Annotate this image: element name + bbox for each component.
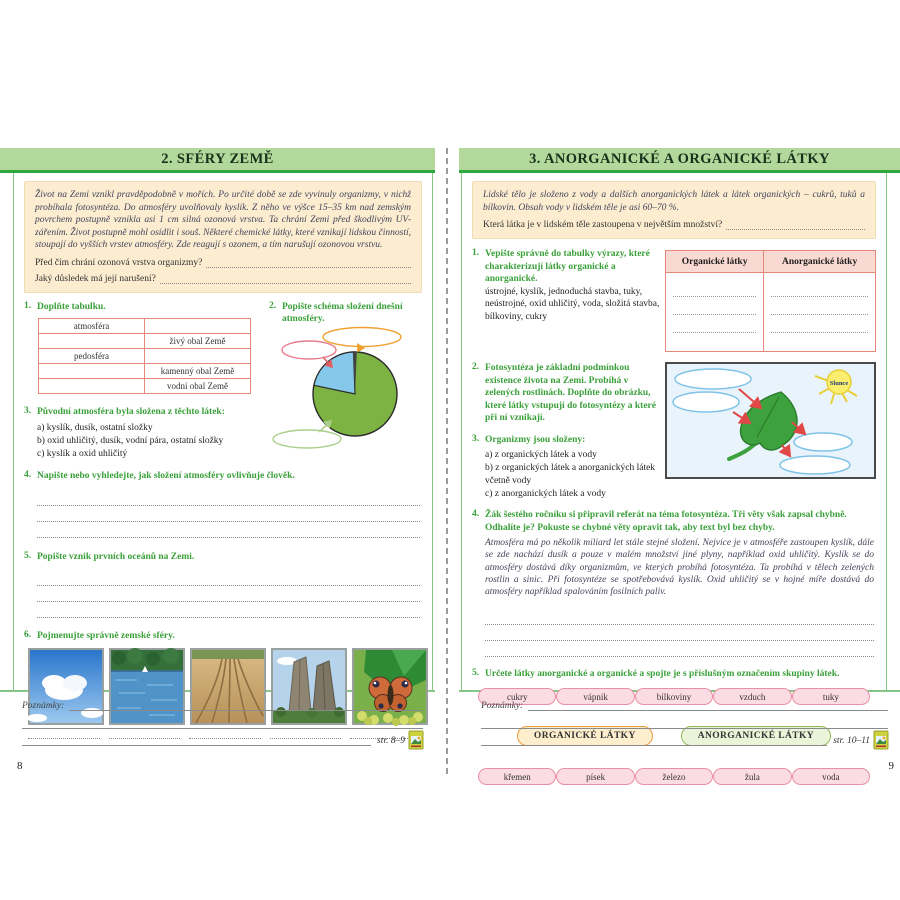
answer-line[interactable]	[726, 220, 865, 230]
option-a[interactable]: a) kyslík, dusík, ostatní složky	[37, 422, 153, 433]
table-cell: atmosféra	[39, 319, 145, 334]
right-footer-notes	[459, 692, 900, 746]
option-b[interactable]: b) z organických látek a anorganických látek včetně vody	[485, 463, 656, 487]
right-intro-box	[472, 181, 876, 239]
notes-line[interactable]	[481, 735, 827, 746]
table-header-inorganic: Anorganické látky	[764, 251, 876, 273]
question-number: 3.	[24, 406, 32, 417]
pill-zula[interactable]: žula	[713, 768, 791, 785]
page-reference: str. 10–11	[833, 736, 870, 746]
input-ellipse-1[interactable]	[675, 369, 751, 389]
notes-label: Poznámky:	[481, 701, 524, 711]
table-cell-blank[interactable]	[39, 334, 145, 349]
question-number: 4.	[24, 469, 32, 480]
input-ellipse-2[interactable]	[673, 392, 739, 412]
substance-pills-bottom	[478, 768, 870, 785]
category-inorganic[interactable]: ANORGANICKÉ LÁTKY	[681, 726, 831, 746]
callout-ellipse-bottom[interactable]	[273, 430, 341, 448]
question-number: 4.	[472, 509, 480, 520]
callout-ellipse-left[interactable]	[282, 341, 336, 359]
notes-line[interactable]	[69, 700, 423, 711]
table-cell: kamenný obal Země	[145, 364, 251, 379]
question-5	[24, 551, 422, 564]
question-number: 2.	[472, 362, 480, 373]
question-3	[24, 406, 261, 419]
left-page	[0, 148, 435, 746]
table-cell: pedosféra	[39, 349, 145, 364]
question-number: 6.	[24, 629, 32, 640]
question-number: 5.	[472, 667, 480, 678]
left-intro-paragraph: Život na Zemi vznikl pravděpodobně v mořích. Po určité době se zde vyvinuly organizmy, v nichž probíhala fotosyntéza. Do atmosféry uvolňovaly kyslík. Z něho ve výšce 15–35 km nad zemským povrchem postupně vznikla asi 1 cm silná ozonová vrstva. Ta chrání Zemi před škodlivým UV-zářením. Život postupně mohl osídlit i souš. Některé chemické látky, které vznikají lidskou činností, stoupají do vyšších vrstev atmosféry. Zde reagují s ozonem, a tím narušují ozonovou vrstvu.	[35, 190, 411, 251]
table-cell-blank[interactable]	[39, 379, 145, 394]
left-intro-question-a	[35, 258, 411, 268]
question-a-label: Před čím chrání ozonová vrstva organizmy?	[35, 257, 203, 268]
answer-line[interactable]	[37, 602, 420, 618]
pill-pisek[interactable]: písek	[556, 768, 634, 785]
question-2	[269, 301, 439, 326]
table-cell-blank[interactable]	[39, 364, 145, 379]
output-ellipse-1[interactable]	[794, 433, 852, 451]
pill-bilkoviny[interactable]: bílkoviny	[635, 688, 713, 705]
question-4	[472, 509, 876, 534]
table-row	[39, 349, 251, 364]
question-5	[472, 668, 876, 681]
table-cell-blank[interactable]	[145, 319, 251, 334]
atmosphere-pie-chart	[269, 326, 439, 461]
question-prompt: Fotosyntéza je základní podmínkou existence života na Zemi. Probíhá v zelených rostlinách. Doplňte do obrázku, které látky vstupují do fotosyntézy a které při ní vznikají.	[485, 363, 656, 424]
left-header-band	[0, 148, 435, 173]
answer-line[interactable]	[485, 641, 874, 657]
left-content-box	[13, 173, 433, 690]
option-c[interactable]: c) kyslík a oxid uhličitý	[37, 448, 128, 459]
answer-line[interactable]	[160, 274, 411, 284]
option-b[interactable]: b) oxid uhličitý, dusík, vodní pára, ostatní složky	[37, 435, 224, 446]
question-1	[472, 248, 660, 323]
question-prompt: Pojmenujte správně zemské sféry.	[37, 630, 175, 641]
table-header-organic: Organické látky	[666, 251, 764, 273]
table-row	[39, 379, 251, 394]
question-2	[472, 362, 660, 425]
notes-label: Poznámky:	[22, 701, 65, 711]
notes-line[interactable]	[22, 735, 371, 746]
pill-cukry[interactable]: cukry	[478, 688, 556, 705]
table-row	[39, 364, 251, 379]
right-page-number: 9	[888, 760, 894, 772]
essay-passage: Atmosféra má po několik miliard let stále stejné složení. Nejvíce je v atmosféře zastoupen kyslík, dále se zde nachází dusík a pouze v malém množství jiné plyny, například oxid uhličitý. Kyslík se do atmosféry dostává díky organizmům, ve kterých probíhá fotosyntéza. Ta probíhá v tělech zelených rostlin a sinic. Při fotosyntéze se spotřebovává kyslík. Oxid uhličitý se v hojné míře dostává do atmosféry například spalováním fosilních paliv.	[485, 538, 874, 598]
word-bank: ústrojné, kyslík, jednoduchá stavba, tuky, neústrojné, oxid uhličitý, voda, složitá stavba, bílkoviny, cukry	[485, 286, 660, 322]
answer-line[interactable]	[37, 522, 420, 538]
pill-zelezo[interactable]: železo	[635, 768, 713, 785]
table-cell-inorganic[interactable]	[764, 273, 876, 352]
left-intro-box	[24, 181, 422, 293]
right-intro-question	[483, 220, 865, 230]
left-page-title: 2. SFÉRY ZEMĚ	[161, 150, 274, 167]
right-page-title: 3. ANORGANICKÉ A ORGANICKÉ LÁTKY	[529, 150, 830, 167]
question-number: 3.	[472, 433, 480, 444]
table-cell-organic[interactable]	[666, 273, 764, 352]
left-page-number: 8	[17, 760, 23, 772]
question-number: 1.	[472, 248, 480, 259]
question-prompt: Popište vznik prvních oceánů na Zemi.	[37, 552, 195, 563]
question-prompt: Napište nebo vyhledejte, jak složení atmosféry ovlivňuje člověk.	[37, 470, 295, 481]
answer-line[interactable]	[37, 586, 420, 602]
table-cell-blank[interactable]	[145, 349, 251, 364]
question-1	[24, 301, 261, 314]
left-intro-question-b	[35, 274, 411, 284]
page-spine-divider	[446, 148, 448, 774]
sun-label: Slunce	[829, 380, 849, 388]
table-cell: živý obal Země	[145, 334, 251, 349]
answer-line[interactable]	[485, 609, 874, 625]
pill-vapnik[interactable]: vápník	[556, 688, 634, 705]
answer-line[interactable]	[37, 490, 420, 506]
question-prompt: Původní atmosféra byla složena z těchto látek:	[37, 407, 225, 418]
pill-voda[interactable]: voda	[792, 768, 870, 785]
option-c[interactable]: c) z anorganických látek a vody	[485, 489, 606, 500]
left-footer-notes	[0, 692, 435, 746]
question-prompt: Určete látky anorganické a organické a spojte je s příslušným označením skupiny látek.	[485, 668, 840, 679]
notes-line[interactable]	[22, 711, 423, 729]
table-cell: vodní obal Země	[145, 379, 251, 394]
question-4	[24, 470, 422, 483]
workbook-logo-icon	[409, 731, 423, 749]
right-intro-paragraph: Lidské tělo je složeno z vody a dalších anorganických látek a látek organických – cukrů, tuků a bílkovin. Obsah vody v lidském těle je asi 60–70 %.	[483, 190, 865, 213]
table-row	[39, 334, 251, 349]
photosynthesis-figure	[665, 362, 876, 479]
pill-kremen[interactable]: křemen	[478, 768, 556, 785]
answer-line[interactable]	[485, 625, 874, 641]
question-prompt: Vepište správně do tabulky výrazy, které charakterizují látky organické a anorganické.	[485, 249, 650, 285]
answer-line[interactable]	[37, 570, 420, 586]
page-reference: str. 8–9	[377, 736, 405, 746]
question-b-label: Jaký důsledek má její narušení?	[35, 273, 156, 284]
organic-inorganic-table	[665, 250, 876, 352]
question-prompt: Organizmy jsou složeny:	[485, 434, 586, 445]
spheres-fill-table	[38, 318, 251, 394]
question-label: Která látka je v lidském těle zastoupena v největším množství?	[483, 220, 723, 231]
right-header-band	[459, 148, 900, 173]
table-row	[39, 319, 251, 334]
option-a[interactable]: a) z organických látek a vody	[485, 450, 597, 461]
question-6	[24, 630, 422, 643]
pill-vzduch[interactable]: vzduch	[713, 688, 791, 705]
question-number: 2.	[269, 300, 277, 311]
question-prompt: Popište schéma složení dnešní atmosféry.	[282, 301, 403, 325]
callout-ellipse-top[interactable]	[323, 327, 401, 346]
question-prompt: Žák šestého ročníku si připravil referát na téma fotosyntéza. Tři věty však zapsal chybně. Odhalíte je? Pokuste se chybné věty opravit tak, aby text byl bez chyby.	[485, 510, 847, 533]
notes-line[interactable]	[481, 711, 888, 729]
category-organic[interactable]: ORGANICKÉ LÁTKY	[517, 726, 653, 746]
workbook-logo-icon	[874, 731, 888, 749]
question-prompt: Doplňte tabulku.	[37, 301, 106, 312]
question-number: 5.	[24, 551, 32, 562]
notes-line[interactable]	[528, 700, 888, 711]
question-number: 1.	[24, 300, 32, 311]
pill-tuky[interactable]: tuky	[792, 688, 870, 705]
output-ellipse-2[interactable]	[780, 456, 850, 474]
right-page	[459, 148, 900, 782]
question-3	[472, 434, 660, 447]
answer-line[interactable]	[206, 258, 411, 268]
answer-line[interactable]	[37, 506, 420, 522]
